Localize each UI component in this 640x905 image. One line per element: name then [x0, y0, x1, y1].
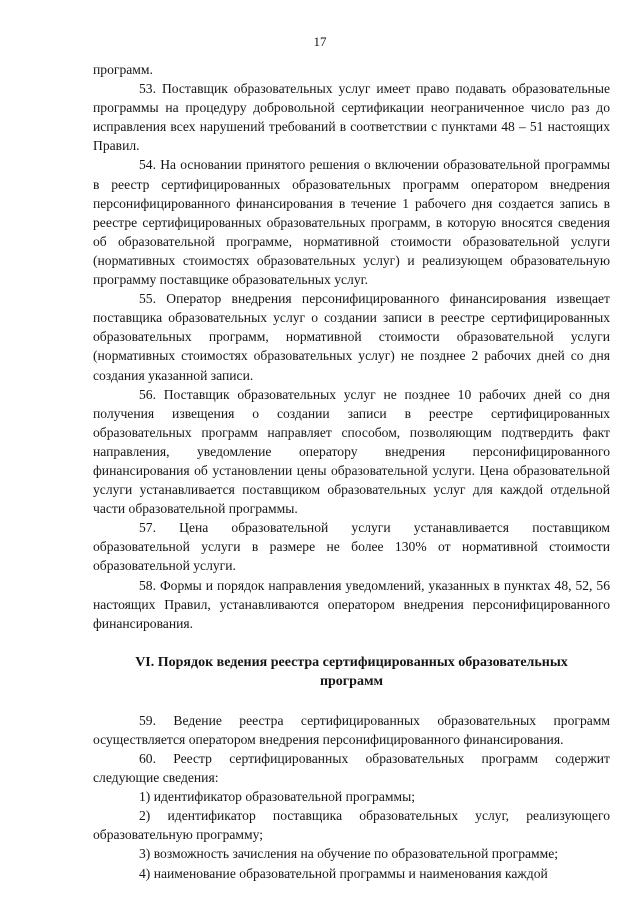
paragraph-54: 54. На основании принятого решения о включении образовательной программы в реестр сертифицированных образовательных программ оператором внедрения персонифицированного финансирования в течение 1 рабочего дня создается запись в реестре сертифицированных образовательных программ, в которую вносятся сведения об образовательной программе, нормативной стоимости образовательной услуги (нормативных стоимостях образовательных услуг) и реализующем образовательную программу поставщике образовательных услуг.	[93, 157, 610, 288]
paragraph-53: 53. Поставщик образовательных услуг имеет право подавать образовательные программы на процедуру добровольной сертификации неограниченное число раз до исправления всех нарушений требований в соответствии с пунктами 48 – 51 настоящих Правил.	[93, 81, 610, 154]
list-item-1: 1) идентификатор образовательной программы;	[139, 789, 415, 805]
document-body	[93, 60, 610, 883]
paragraph-58: 58. Формы и порядок направления уведомлений, указанных в пунктах 48, 52, 56 настоящих Правил, устанавливаются оператором внедрения персонифицированного финансирования.	[93, 577, 610, 631]
paragraph-60: 60. Реестр сертифицированных образовательных программ содержит следующие сведения:	[93, 751, 610, 786]
paragraph-57: 57. Цена образовательной услуги устанавливается поставщиком образовательной услуги в размере не более 130% от нормативной стоимости образовательной услуги.	[93, 520, 610, 574]
page-number: 17	[313, 34, 327, 49]
paragraph-59: 59. Ведение реестра сертифицированных образовательных программ осуществляется оператором внедрения персонифицированного финансирования.	[93, 712, 610, 747]
list-item-2: 2) идентификатор поставщика образовательных услуг, реализующего образовательную программу;	[93, 808, 610, 843]
list-item-4: 4) наименование образовательной программы и наименования каждой	[139, 865, 548, 881]
paragraph-56: 56. Поставщик образовательных услуг не позднее 10 рабочих дней со дня получения извещения о создании записи в реестре сертифицированных образовательных программ направляет способом, позволяющим подтвердить факт направления, уведомление оператору внедрения персонифицированного финансирования об установлении цены образовательной услуги. Цена образовательной услуги устанавливается поставщиком образовательных услуг для каждой отдельной части образовательной программы.	[93, 386, 610, 517]
section-heading: VI. Порядок ведения реестра сертифицированных образовательных программ	[135, 654, 568, 689]
paragraph-55: 55. Оператор внедрения персонифицированного финансирования извещает поставщика образовательных услуг о создании записи в реестре сертифицированных образовательных программ, нормативной стоимости образовательной услуги (нормативных стоимостях образовательных услуг) не позднее 2 рабочих дней со дня создания указанной записи.	[93, 291, 610, 383]
paragraph-continuation: программ.	[93, 62, 153, 77]
list-item-3: 3) возможность зачисления на обучение по образовательной программе;	[139, 846, 559, 862]
